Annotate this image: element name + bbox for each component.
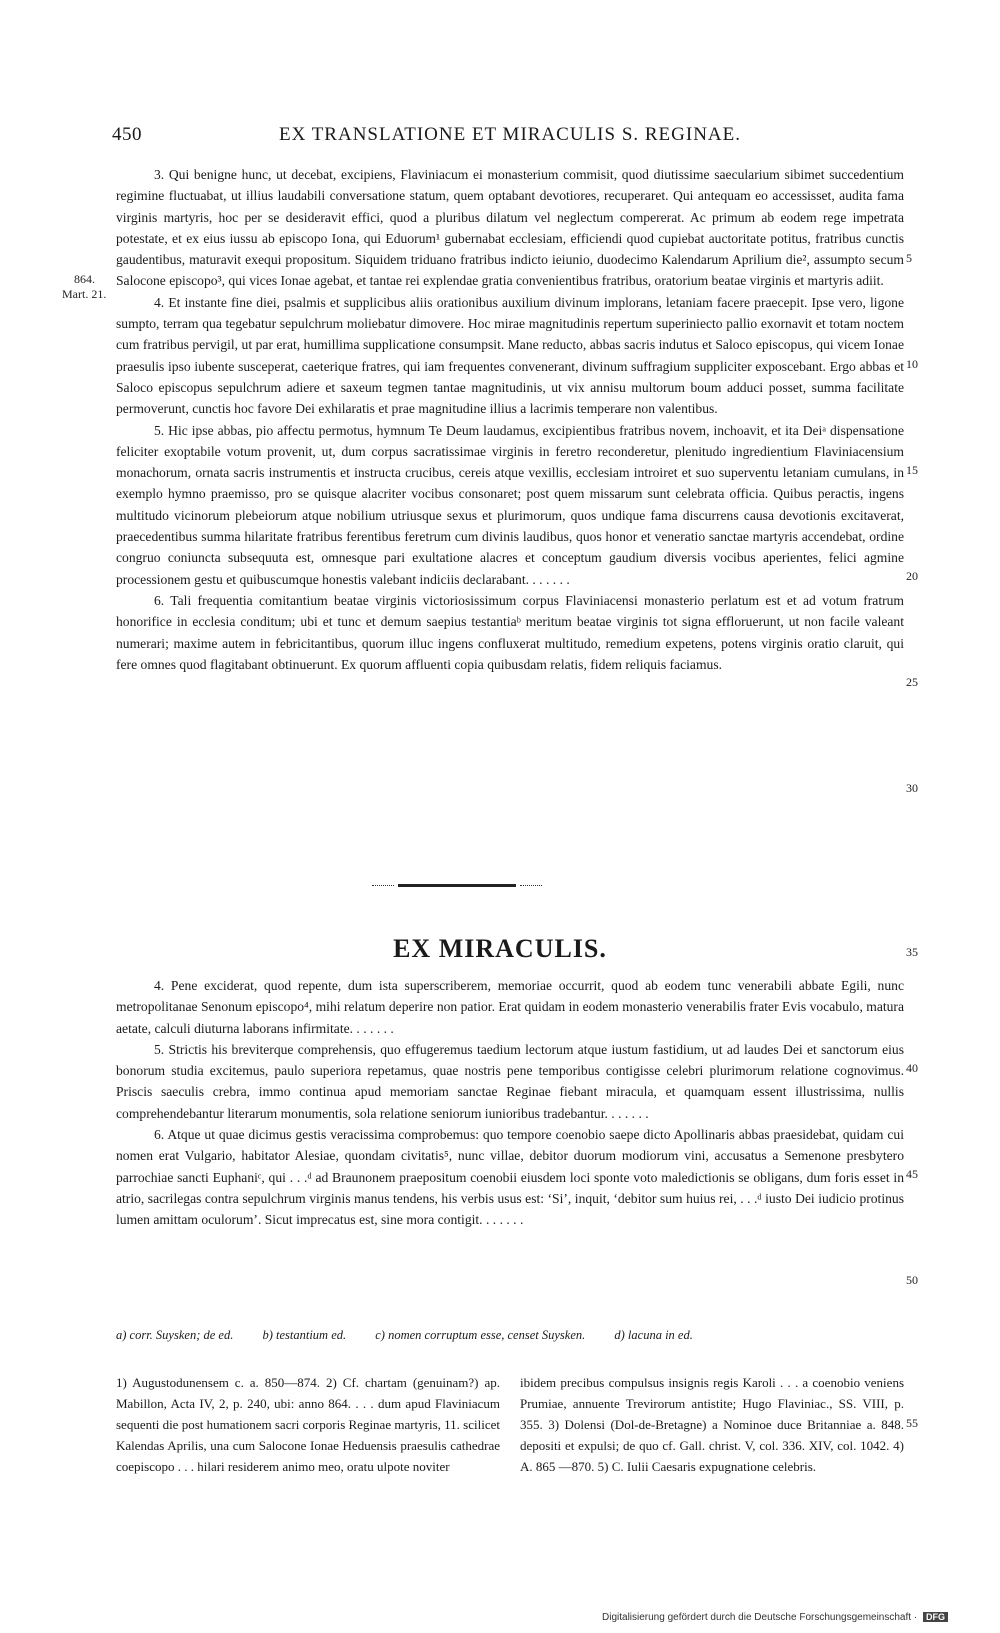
divider-dots-left [372, 885, 394, 887]
margin-date: Mart. 21. [62, 287, 107, 301]
running-title: EX TRANSLATIONE ET MIRACULIS S. REGINAE. [278, 124, 742, 145]
textual-note: c) nomen corruptum esse, censet Suysken. [375, 1328, 586, 1342]
footnotes-right-column: ibidem precibus compulsus insignis regis Karoli . . . a coenobio veniens Prumiae, annuente Trevirorum antistite; Hugo Flaviniac., SS. VIII, p. 355. 3) Dolensi (Dol-de-Bretagne) a Nominoe duce Britanniae a. 848. depositi et expulsi; de quo cf. Gall. christ. V, col. 336. XIV, col. 1042. 4) A. 865 —870. 5) C. Iulii Caesaris expugnatione celebris. [520, 1375, 904, 1474]
line-number: 45 [906, 1167, 918, 1181]
section-title: EX MIRACULIS. [393, 934, 607, 963]
paragraph: 4. Pene exciderat, quod repente, dum ista superscriberem, memoriae occurrit, quod ab eodem tunc venerabili abbate Egili, nunc metropolitanae Senonum episcopo⁴, mihi relatum deperire non patior. Erat quidam in eodem monasterio venerabilis frater Evis vocabulo, matura aetate, calculi diuturna laborans infirmitate. . . . . . . [116, 978, 904, 1036]
paragraph: 6. Atque ut quae dicimus gestis veracissima comprobemus: quo tempore coenobio saepe dicto Apollinaris abbas praesidebat, quidam cui nomen erat Vulgario, habitator Alesiae, quondam civitatis⁵, nunc villae, debitor duorum modiorum vini, accusatus a Semenone presbytero parrochiae sancti Euphaniᶜ, qui . . .ᵈ ad Braunonem praepositum coenobii eiusdem loci sponte voto maledictionis se obligans, dum foris esset in atrio, sacrilegas contra sepulchrum virginis manus tendens, his verbis usus est: ‘Si’, inquit, ‘debitor sum huius rei, . . .ᵈ iusto Dei iudicio protinus lumen amittam oculorum’. Sicut imprecatus est, sine mora contigit. . . . . . . [116, 1127, 904, 1228]
line-number: 40 [906, 1061, 918, 1075]
line-number: 5 [906, 251, 912, 265]
divider-dots-right [520, 885, 542, 887]
line-number: 30 [906, 781, 918, 795]
section-divider [398, 884, 516, 887]
page-header [112, 124, 908, 148]
footer-text: Digitalisierung gefördert durch die Deutsche Forschungsgemeinschaft · [602, 1612, 918, 1623]
text-part-2 [116, 975, 904, 1231]
dfg-logo: DFG [923, 1612, 948, 1622]
textual-note: a) corr. Suysken; de ed. [116, 1328, 234, 1342]
line-number: 15 [906, 463, 918, 477]
line-number: 20 [906, 569, 918, 583]
line-number: 50 [906, 1273, 918, 1287]
line-number: 10 [906, 357, 918, 371]
textual-note: d) lacuna in ed. [614, 1328, 693, 1342]
paragraph: 4. Et instante fine diei, psalmis et supplicibus aliis orationibus auxilium divinum implorans, letaniam facere praecepit. Ipse vero, ligone sumpto, terram qua tegebatur sepulchrum moliebatur dimovere. Hoc mirae magnitudinis repertum superiniecto pallio exornavit et totam noctem cum fratribus pervigil, ut par erat, humillima supplicatione consumpsit. Mane reducto, abbas sacris indutus et Saloco episcopus, qui vicem Ionae praesulis ipso iubente susceperat, caeterique fratres, qui iam frequentes convenerant, divinum suffragium suppliciter exposcebant. Ergo abbas et Saloco episcopus sepulchrum adiere et saxeum tegmen tantae magnitudinis, ut vix annisu multorum boum adduci posset, summa facilitate permoverunt, cunctis hoc favore Dei exhilaratis et prae magnitudine illius a lacrimis temperare non valentibus. [116, 294, 904, 417]
digitization-footer [602, 1612, 948, 1623]
line-number: 55 [906, 1416, 918, 1430]
page-number: 450 [112, 124, 142, 145]
margin-year: 864. [74, 272, 95, 286]
textual-notes [116, 1328, 904, 1343]
footnotes-left-column: 1) Augustodunensem c. a. 850—874. 2) Cf. chartam (genuinam?) ap. Mabillon, Acta IV, 2, p. 240, ubi: anno 864. . . . dum apud Flaviniacum sequenti die post humationem sacri corporis Reginae martyris, 11. scilicet Kalendas Aprilis, una cum Salocone Ionae Heduensis praesulis cathedrae coepiscopo . . . hilari residerem animo meo, oratu ulpote noviter [116, 1375, 501, 1474]
line-number: 25 [906, 675, 918, 689]
paragraph: 5. Strictis his breviterque comprehensis, quo effugeremus taedium lectorum atque iustum fastidium, ut ad laudes Dei et sanctorum eius bonorum studia excitemus, paulo superiora repetamus, quae nostris pene temporibus contigisse celebri plurimorum relatione cognovimus. Priscis saeculis crebra, immo continua apud memoriam sanctae Reginae fiebant miracula, et quamquam essent illustrissima, nullis comprehendebantur literarum monumentis, sola relatione seniorum iunioribus tradebantur. . . . . . . [116, 1041, 904, 1121]
line-number: 35 [906, 945, 918, 959]
paragraph: 6. Tali frequentia comitantium beatae virginis victoriosissimum corpus Flaviniacensi monasterio perlatum est et ad votum fratrum honorifice in ecclesia conditum; ubi et tunc et demum saepius testantiaᵇ meritum beatae virginis tot signa effloruerunt, ut non facile valeant numerari; maxime autem in febricitantibus, quorum illuc ingens confluxerat multitudo, remedium expetens, potens virginis oratio claruit, qui fere omnes quod flagitabant obtinuerunt. Ex quorum affluenti copia quibusdam relatis, fidem reliquis faciamus. [116, 592, 904, 672]
paragraph: 3. Qui benigne hunc, ut decebat, excipiens, Flaviniacum ei monasterium commisit, quod diutissime saecularium sibimet succedentium regimine fluctuabat, ut illius laudabili conversatione statum, quem optabant devotiores, recuperaret. Qui antequam eo accessisset, audita fama virginis martyris, hoc per se desideravit effici, quod a pluribus dilatum vel neglectum compererat. Ac primum ab eodem rege impetrata potestate, et ex eius iussu ab episcopo Iona, qui Eduorum¹ gubernabat ecclesiam, efficiendi quod cupiebat auctoritate potitus, fratribus cunctis gaudentibus, maturavit exequi propositum. Siquidem triduano fratribus indicto ieiunio, duodecimo Kalendarum Aprilium die², assumpto secum Salocone episcopo³, qui vices Ionae agebat, et tantae rei explendae gratia convenientibus fratribus, oratorium beatae virginis et martyris adiit. [116, 167, 904, 289]
textual-note: b) testantium ed. [262, 1328, 347, 1342]
paragraph: 5. Hic ipse abbas, pio affectu permotus, hymnum Te Deum laudamus, excipientibus fratribus novem, inchoavit, et ita Deiᵃ dispensatione feliciter exoptabile votum provenit, ut, dum corpus sacratissimae virginis in feretro reconderetur, plenitudo ingredientium Flaviniacensium monachorum, ornata sacris instrumentis et instructa crucibus, cereis atque vexillis, ecclesiam introiret et suo superventu letaniam cumulans, in exemplo hymno praemisso, pro se quisque alacriter vocibus consonaret; post quem missarum sunt celebrata officia. Quibus peractis, ingens multitudo vicinorum plebeiorum atque nobilium utriusque sexus et plurimorum, quos undique fama discurrens causa devotionis excitaverat, praecedentibus summa hilaritate fratribus ferentibus feretrum cum divinis laudibus, quos honor et veneratio sanctae martyris accendebat, ordine congruo coniuncta subsequuta est, omnesque pari exultatione alacres et conceptum gaudium diversis vocibus aperientes, felici agmine processionem gestu et quibuscumque honestis valebant indiciis declarabant. . . . . . . [116, 422, 904, 587]
text-part-1 [116, 164, 904, 675]
